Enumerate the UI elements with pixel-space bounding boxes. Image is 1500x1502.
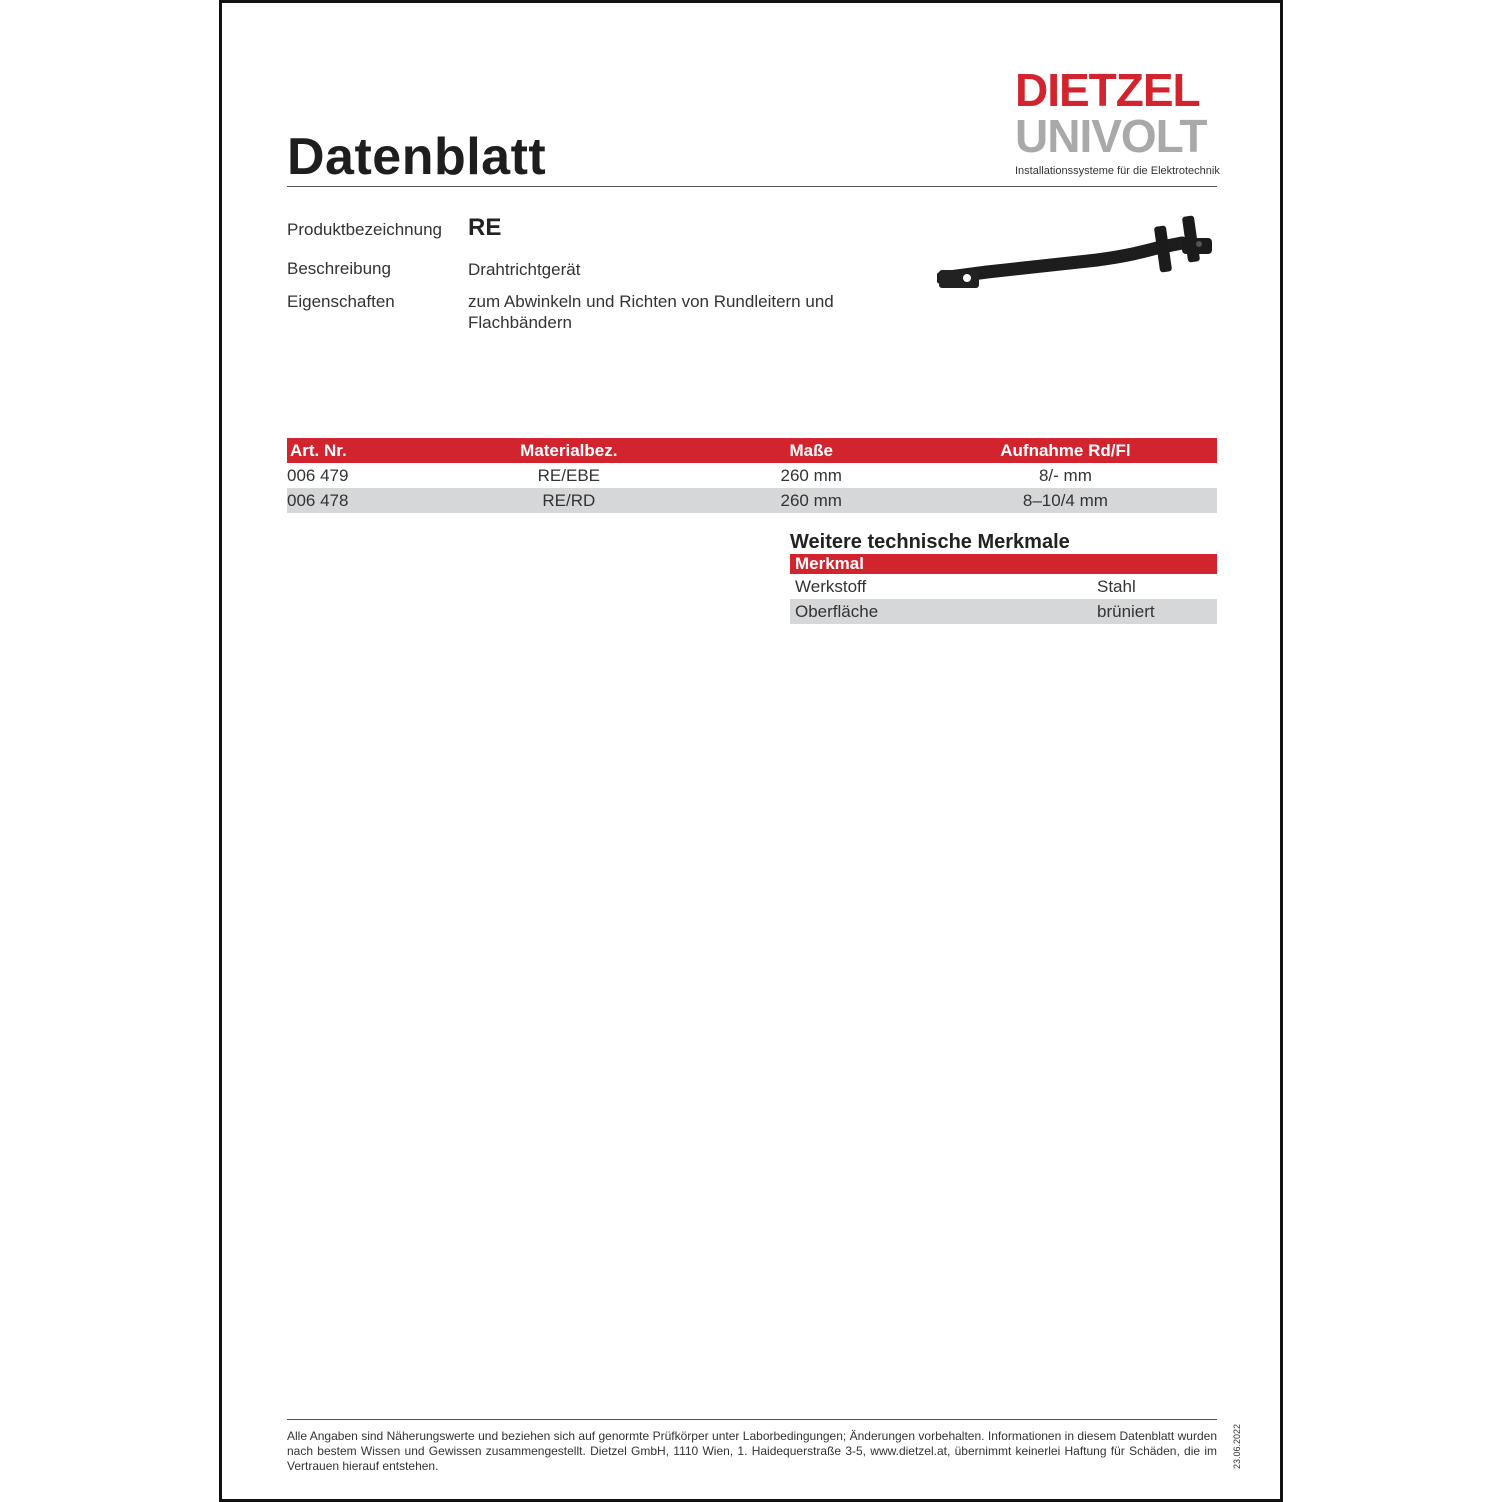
article-table-header — [287, 438, 1217, 463]
product-name-value: RE — [468, 214, 502, 241]
feature-name: Werkstoff — [795, 576, 867, 596]
col-feature: Merkmal — [790, 554, 1217, 574]
features-title: Weitere technische Merkmale — [790, 531, 1070, 553]
logo-dietzel: DIETZEL — [1015, 64, 1200, 116]
header-divider — [287, 186, 1217, 187]
table-row — [287, 488, 1217, 513]
description-label: Beschreibung — [287, 259, 391, 278]
cell-capacity: 8/- mm — [1038, 465, 1092, 485]
cell-dimensions: 260 mm — [780, 465, 842, 485]
datasheet-page — [219, 0, 1283, 1502]
cell-art-nr: 006 478 — [287, 488, 429, 513]
feature-value: brüniert — [1092, 599, 1217, 624]
wire-straightener-tool-icon — [937, 208, 1222, 308]
col-art-nr: Art. Nr. — [287, 438, 429, 463]
cell-capacity: 8–10/4 mm — [914, 488, 1217, 513]
table-row — [790, 574, 1217, 599]
cell-material: RE/EBE — [537, 465, 600, 485]
col-capacity: Aufnahme Rd/Fl — [914, 438, 1217, 463]
properties-value: zum Abwinkeln und Richten von Rundleitern und Flachbändern — [468, 292, 834, 332]
product-name-label: Produktbezeichnung — [287, 220, 443, 239]
col-dimensions: Maße — [709, 438, 914, 463]
col-material: Materialbez. — [429, 438, 709, 463]
feature-value: Stahl — [1097, 576, 1136, 596]
footer-divider — [287, 1419, 1217, 1420]
document-date: 23.06.2022 — [1232, 1423, 1242, 1469]
footer-disclaimer: Alle Angaben sind Näherungswerte und beziehen sich auf genormte Prüfkörper unter Laborbedingungen; Änderungen vorbehalten. Informationen in diesem Datenblatt wurden nach bestem Wissen und Gewissen zusammengestellt. Dietzel GmbH, 1110 Wien, 1. Haidequerstraße 3-5, www.dietzel.at, übernimmt keinerlei Haftung für Schäden, die im Vertrauen hierauf entstehen. — [287, 1429, 1217, 1473]
table-row — [790, 599, 1217, 624]
page-title: Datenblatt — [287, 128, 547, 186]
properties-label: Eigenschaften — [287, 292, 395, 311]
cell-art-nr: 006 479 — [287, 465, 349, 485]
feature-name: Oberfläche — [790, 599, 1092, 624]
table-row — [287, 463, 1217, 488]
description-value: Drahtrichtgerät — [468, 260, 581, 279]
features-table-header — [790, 554, 1217, 574]
article-table — [287, 438, 1217, 513]
cell-dimensions: 260 mm — [709, 488, 914, 513]
cell-material: RE/RD — [429, 488, 709, 513]
features-table — [790, 554, 1217, 624]
logo-tagline: Installationssysteme für die Elektrotechnik — [1015, 165, 1220, 177]
logo-univolt: UNIVOLT — [1015, 110, 1207, 162]
